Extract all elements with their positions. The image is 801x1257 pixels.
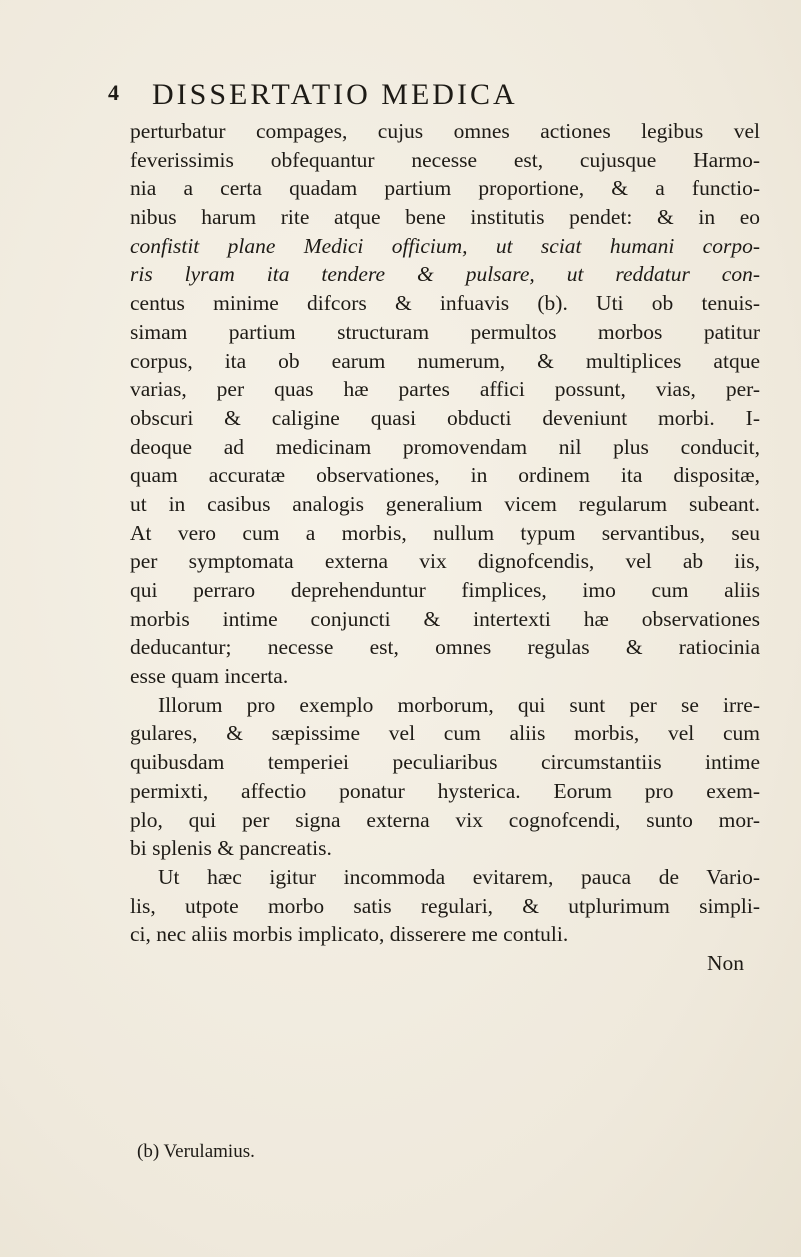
text-line: qui perraro deprehenduntur fimplices, imo cum aliis [130, 578, 760, 602]
text-line: lis, utpote morbo satis regulari, & utplurimum simpli- [130, 893, 760, 918]
text-line: quam accuratæ observationes, in ordinem ita dispositæ, [130, 463, 760, 488]
text-line: At vero cum a morbis, nullum typum servantibus, seu [130, 520, 760, 545]
text-line: ut in casibus analogis generalium vicem regularum subeant. [130, 491, 760, 516]
running-head: DISSERTATIO MEDICA [152, 78, 518, 111]
text-line: bi splenis & pancreatis. [130, 836, 332, 861]
text-line: simam partium structuram permultos morbos patitur [130, 319, 760, 344]
text-line: nibus harum rite atque bene institutis pendet: & in eo [130, 205, 760, 230]
text-line: deoque ad medicinam promovendam nil plus conducit, [130, 434, 760, 459]
text-line: nia a certa quadam partium proportione, & a functio- [130, 176, 760, 201]
text-line: permixti, affectio ponatur hysterica. Eorum pro exem- [130, 778, 760, 803]
text-line: gulares, & sæpissime vel cum aliis morbis, vel cum [130, 721, 760, 746]
body-text [130, 117, 760, 978]
text-line: varias, per quas hæ partes affici possunt, vias, per- [130, 377, 760, 402]
text-line: Ut hæc igitur incommoda evitarem, pauca de Vario- [158, 864, 760, 889]
text-line: obscuri & caligine quasi obducti deveniunt morbi. I- [130, 405, 760, 430]
text-line: deducantur; necesse est, omnes regulas & ratiocinia [130, 635, 760, 660]
text-line: per symptomata externa vix dignofcendis, vel ab iis, [130, 549, 760, 574]
text-line: Illorum pro exemplo morborum, qui sunt per se irre- [158, 692, 760, 717]
catchword: Non [706, 950, 744, 975]
text-line: ci, nec aliis morbis implicato, disserere me contuli. [130, 922, 569, 947]
text-line: feverissimis obfequantur necesse est, cujusque Harmo- [130, 147, 760, 172]
footnote: (b) Verulamius. [137, 1141, 255, 1162]
text-line: ris lyram ita tendere & pulsare, ut reddatur con- [130, 262, 760, 287]
page-number: 4 [108, 80, 119, 105]
text-line: esse quam incerta. [130, 664, 289, 689]
text-line: centus minime difcors & infuavis (b). Uti ob tenuis- [130, 291, 760, 316]
text-line: plo, qui per signa externa vix cognofcendi, sunto mor- [130, 807, 760, 832]
text-line: confistit plane Medici officium, ut sciat humani corpo- [130, 233, 760, 258]
text-line: perturbatur compages, cujus omnes actiones legibus vel [130, 119, 760, 143]
text-line: morbis intime conjuncti & intertexti hæ observationes [130, 606, 760, 631]
text-line: corpus, ita ob earum numerum, & multiplices atque [130, 348, 760, 373]
text-line: quibusdam temperiei peculiaribus circumstantiis intime [130, 750, 760, 775]
page-header [108, 78, 748, 118]
